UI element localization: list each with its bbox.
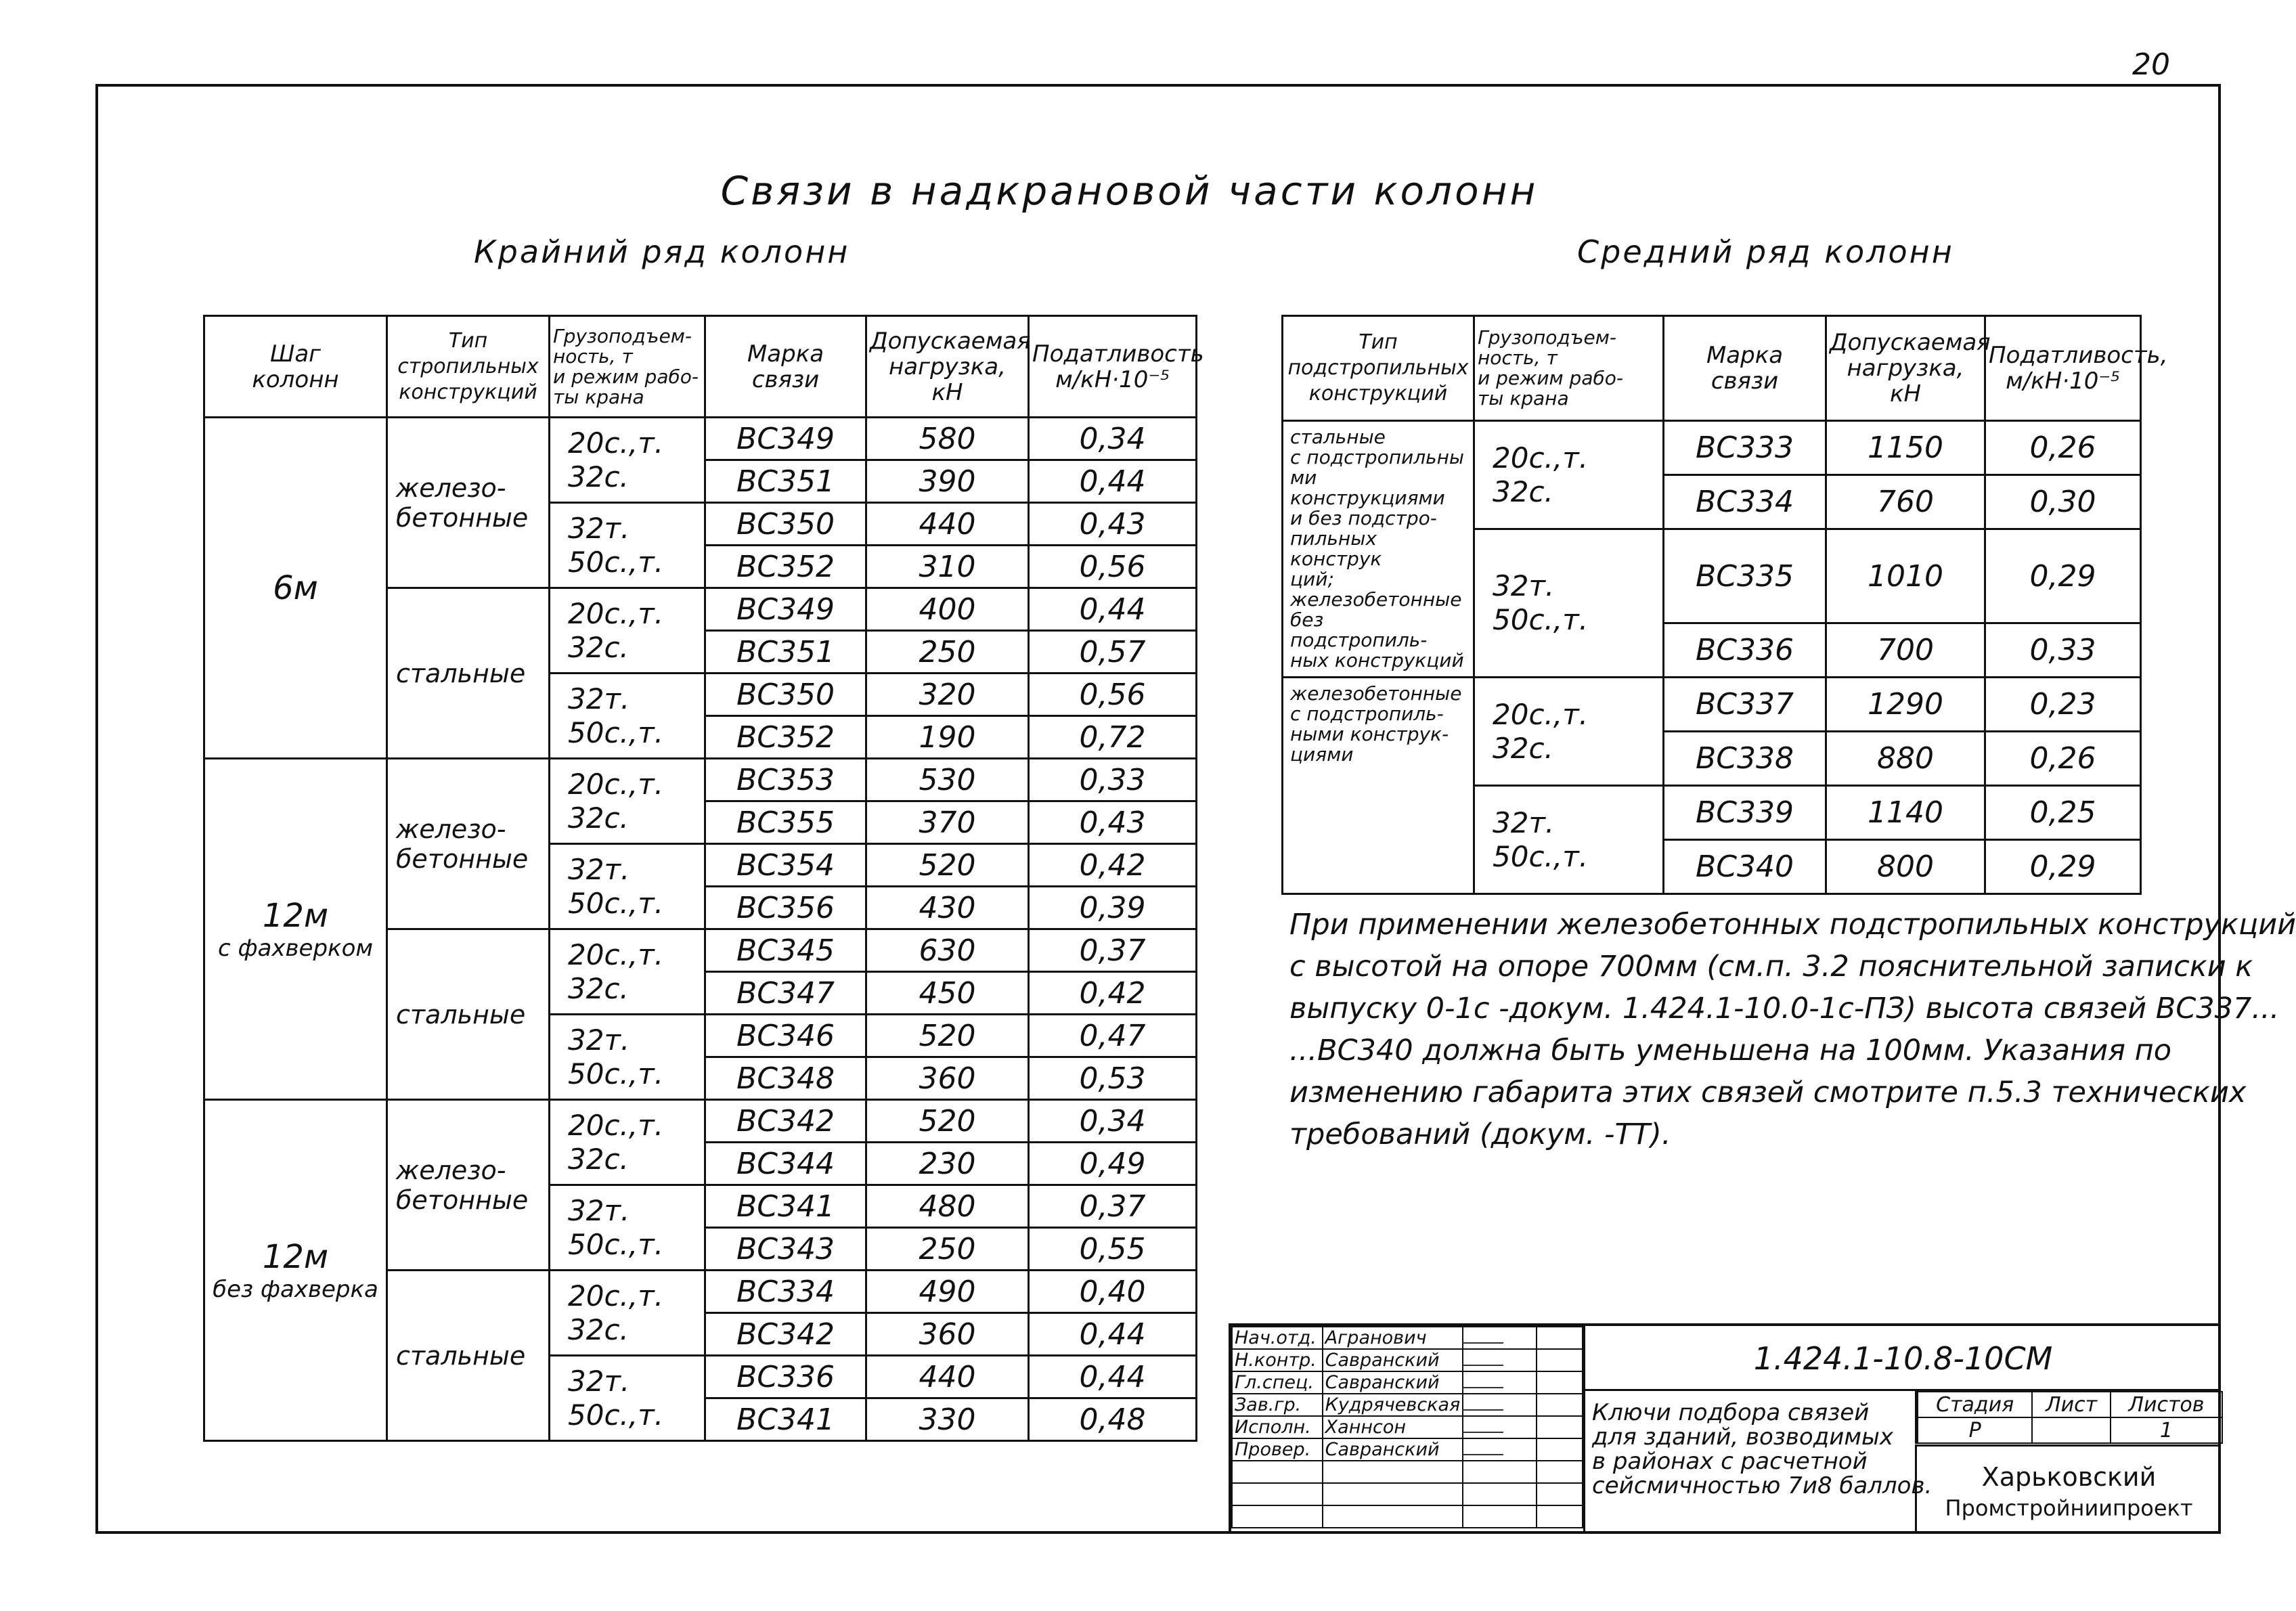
person-name: Кудрячевская	[1323, 1394, 1463, 1416]
crane-capacity: 32т. 50с.,т.	[550, 1185, 705, 1271]
brace-mark: ВС351	[705, 631, 866, 674]
empty-cell	[1232, 1461, 1323, 1483]
header-step: Шаг колонн	[204, 316, 387, 418]
allowed-load: 390	[866, 460, 1029, 503]
note-line: изменению габарита этих связей смотрите п.5.3 технических	[1289, 1076, 2247, 1109]
role: Провер.	[1232, 1438, 1323, 1461]
brace-mark: ВС350	[705, 674, 866, 716]
construction-type: стальные с подстропильны ми конструкциями и без подстро- пильных конструк ций; железобетонные без подстропиль- ных конструкций	[1283, 421, 1474, 678]
sheets-label: Листов	[2111, 1392, 2222, 1417]
brace-mark: ВС344	[705, 1143, 866, 1185]
pliability: 0,47	[1029, 1015, 1197, 1057]
pliability: 0,42	[1029, 844, 1197, 887]
pliability: 0,26	[1985, 732, 2141, 786]
signature-row	[1232, 1483, 1583, 1505]
allowed-load: 1150	[1826, 421, 1985, 475]
sheet-label: Лист	[2032, 1392, 2111, 1417]
pliability: 0,40	[1029, 1271, 1197, 1313]
crane-capacity: 20с.,т. 32с.	[550, 1100, 705, 1185]
note-line: с высотой на опоре 700мм (см.п. 3.2 пояснительной записки к	[1289, 950, 2253, 984]
pliability: 0,44	[1029, 588, 1197, 631]
header-load: Допускаемая нагрузка, кН	[866, 316, 1029, 418]
construction-type: железо- бетонные	[387, 1100, 550, 1271]
crane-capacity: 32т. 50с.,т.	[550, 844, 705, 929]
signature	[1463, 1438, 1537, 1461]
signature-mark	[1463, 1417, 1509, 1433]
allowed-load: 400	[866, 588, 1029, 631]
person-name: Савранский	[1323, 1349, 1463, 1371]
allowed-load: 250	[866, 1228, 1029, 1271]
allowed-load: 440	[866, 1356, 1029, 1398]
signature-row	[1232, 1416, 1583, 1438]
table-row	[1283, 678, 2141, 732]
allowed-load: 1010	[1826, 529, 1985, 623]
pliability: 0,39	[1029, 887, 1197, 929]
brace-mark: ВС351	[705, 460, 866, 503]
brace-mark: ВС355	[705, 801, 866, 844]
crane-capacity: 32т. 50с.,т.	[1474, 786, 1664, 894]
edge-row-table	[203, 315, 1204, 1442]
header-pliability: Податливость, м/кН·10⁻⁵	[1985, 316, 2141, 421]
person-name: Агранович	[1323, 1327, 1463, 1349]
pliability: 0,44	[1029, 460, 1197, 503]
header-load: Допускаемая нагрузка, кН	[1826, 316, 1985, 421]
empty-cell	[1323, 1461, 1463, 1483]
brace-mark: ВС342	[705, 1100, 866, 1143]
signature	[1463, 1371, 1537, 1394]
brace-mark: ВС356	[705, 887, 866, 929]
brace-mark: ВС337	[1664, 678, 1826, 732]
signature-row	[1232, 1461, 1583, 1483]
pliability: 0,57	[1029, 631, 1197, 674]
signature-row	[1232, 1394, 1583, 1416]
empty-cell	[1537, 1416, 1583, 1438]
role: Н.контр.	[1232, 1349, 1323, 1371]
left-block-subtitle: Крайний ряд колонн	[474, 234, 850, 270]
crane-capacity: 32т. 50с.,т.	[550, 1356, 705, 1441]
signature-mark	[1463, 1394, 1509, 1411]
signature-row	[1232, 1438, 1583, 1461]
crane-capacity: 20с.,т. 32с.	[1474, 421, 1664, 529]
header-capacity: Грузоподъем- ность, т и режим рабо- ты крана	[1474, 316, 1664, 421]
table-row	[204, 1100, 1197, 1143]
pliability: 0,23	[1985, 678, 2141, 732]
signatures-table	[1231, 1326, 1583, 1528]
allowed-load: 190	[866, 716, 1029, 759]
brace-mark: ВС350	[705, 503, 866, 546]
table-row	[204, 759, 1197, 801]
person-name: Ханнсон	[1323, 1416, 1463, 1438]
pliability: 0,43	[1029, 503, 1197, 546]
pliability: 0,56	[1029, 674, 1197, 716]
allowed-load: 580	[866, 418, 1029, 460]
brace-mark: ВС333	[1664, 421, 1826, 475]
note-line: выпуску 0-1с -докум. 1.424.1-10.0-1с-ПЗ) высота связей ВС337...	[1289, 992, 2280, 1025]
brace-mark: ВС348	[705, 1057, 866, 1100]
organization: Харьковский Промстройниипроект	[1915, 1444, 2221, 1534]
crane-capacity: 20с.,т. 32с.	[550, 588, 705, 674]
brace-mark: ВС338	[1664, 732, 1826, 786]
pliability: 0,55	[1029, 1228, 1197, 1271]
crane-capacity: 20с.,т. 32с.	[1474, 678, 1664, 786]
brace-mark: ВС353	[705, 759, 866, 801]
empty-cell	[1323, 1483, 1463, 1505]
step-note: с фахверком	[217, 934, 374, 962]
pliability: 0,44	[1029, 1356, 1197, 1398]
allowed-load: 1140	[1826, 786, 1985, 840]
allowed-load: 250	[866, 631, 1029, 674]
allowed-load: 1290	[1826, 678, 1985, 732]
signature	[1463, 1416, 1537, 1438]
empty-cell	[1232, 1505, 1323, 1528]
crane-capacity: 32т. 50с.,т.	[550, 1015, 705, 1100]
brace-mark: ВС347	[705, 972, 866, 1015]
brace-mark: ВС352	[705, 546, 866, 588]
allowed-load: 520	[866, 844, 1029, 887]
brace-mark: ВС354	[705, 844, 866, 887]
allowed-load: 450	[866, 972, 1029, 1015]
header-type: Тип стропильных конструкций	[387, 316, 550, 418]
crane-capacity: 20с.,т. 32с.	[550, 1271, 705, 1356]
note-line: ...ВС340 должна быть уменьшена на 100мм. Указания по	[1289, 1034, 2172, 1067]
note-line: требований (докум. -ТТ).	[1289, 1118, 1671, 1151]
empty-cell	[1323, 1505, 1463, 1528]
empty-cell	[1537, 1438, 1583, 1461]
document-code: 1.424.1-10.8-10СМ	[1583, 1326, 2221, 1391]
note-text	[1289, 904, 2296, 1155]
allowed-load: 430	[866, 887, 1029, 929]
empty-cell	[1537, 1349, 1583, 1371]
crane-capacity: 32т. 50с.,т.	[1474, 529, 1664, 678]
signature-row	[1232, 1505, 1583, 1528]
allowed-load: 360	[866, 1313, 1029, 1356]
pliability: 0,72	[1029, 716, 1197, 759]
header-capacity: Грузоподъем- ность, т и режим рабо- ты крана	[550, 316, 705, 418]
brace-mark: ВС346	[705, 1015, 866, 1057]
allowed-load: 760	[1826, 475, 1985, 529]
construction-type: железо- бетонные	[387, 759, 550, 929]
crane-capacity: 32т. 50с.,т.	[550, 674, 705, 759]
brace-mark: ВС342	[705, 1313, 866, 1356]
allowed-load: 330	[866, 1398, 1029, 1441]
pliability: 0,42	[1029, 972, 1197, 1015]
header-mark: Марка связи	[1664, 316, 1826, 421]
signature	[1463, 1327, 1537, 1349]
person-name: Савранский	[1323, 1371, 1463, 1394]
allowed-load: 630	[866, 929, 1029, 972]
middle-row-table	[1281, 315, 2168, 895]
pliability: 0,48	[1029, 1398, 1197, 1441]
allowed-load: 370	[866, 801, 1029, 844]
document-title: Ключи подбора связей для зданий, возводимых в районах с расчетной сейсмичностью 7и8 баллов.	[1583, 1391, 1915, 1534]
pliability: 0,56	[1029, 546, 1197, 588]
allowed-load: 520	[866, 1100, 1029, 1143]
signature-mark	[1463, 1372, 1509, 1388]
note-line: При применении железобетонных подстропильных конструкций	[1289, 908, 2296, 942]
sheet-value	[2032, 1417, 2111, 1443]
signature	[1463, 1349, 1537, 1371]
table-row	[204, 418, 1197, 460]
brace-mark: ВС341	[705, 1398, 866, 1441]
allowed-load: 360	[866, 1057, 1029, 1100]
construction-type: стальные	[387, 588, 550, 759]
allowed-load: 320	[866, 674, 1029, 716]
brace-mark: ВС340	[1664, 840, 1826, 894]
pliability: 0,53	[1029, 1057, 1197, 1100]
empty-cell	[1463, 1505, 1537, 1528]
signature-row	[1232, 1327, 1583, 1349]
brace-mark: ВС345	[705, 929, 866, 972]
brace-mark: ВС349	[705, 418, 866, 460]
person-name: Савранский	[1323, 1438, 1463, 1461]
brace-mark: ВС335	[1664, 529, 1826, 623]
crane-capacity: 20с.,т. 32с.	[550, 929, 705, 1015]
page-title: Связи в надкрановой части колонн	[720, 168, 1539, 214]
pliability: 0,43	[1029, 801, 1197, 844]
empty-cell	[1463, 1461, 1537, 1483]
stage-value: Р	[1918, 1417, 2032, 1443]
pliability: 0,29	[1985, 529, 2141, 623]
allowed-load: 310	[866, 546, 1029, 588]
signature-row	[1232, 1349, 1583, 1371]
role: Исполн.	[1232, 1416, 1323, 1438]
allowed-load: 700	[1826, 623, 1985, 678]
crane-capacity: 20с.,т. 32с.	[550, 759, 705, 844]
role: Зав.гр.	[1232, 1394, 1323, 1416]
brace-mark: ВС334	[1664, 475, 1826, 529]
signature-row	[1232, 1371, 1583, 1394]
pliability: 0,33	[1029, 759, 1197, 801]
brace-mark: ВС336	[1664, 623, 1826, 678]
construction-type: стальные	[387, 929, 550, 1100]
step-cell	[204, 418, 387, 759]
pliability: 0,29	[1985, 840, 2141, 894]
pliability: 0,34	[1029, 418, 1197, 460]
header-mark: Марка связи	[705, 316, 866, 418]
crane-capacity: 20с.,т. 32с.	[550, 418, 705, 503]
pliability: 0,44	[1029, 1313, 1197, 1356]
brace-mark: ВС334	[705, 1271, 866, 1313]
title-block	[1229, 1323, 2221, 1534]
header-pliability: Податливость м/кН·10⁻⁵	[1029, 316, 1197, 418]
step-label: 12м	[262, 1237, 329, 1276]
brace-mark: ВС352	[705, 716, 866, 759]
empty-cell	[1537, 1394, 1583, 1416]
table-row	[1283, 421, 2141, 475]
step-cell	[204, 759, 387, 1100]
step-label: 12м	[262, 896, 329, 935]
pliability: 0,25	[1985, 786, 2141, 840]
step-label: 6м	[273, 569, 318, 607]
construction-type: железо- бетонные	[387, 418, 550, 588]
page-number: 20	[2132, 47, 2170, 82]
pliability: 0,30	[1985, 475, 2141, 529]
brace-mark: ВС339	[1664, 786, 1826, 840]
pliability: 0,26	[1985, 421, 2141, 475]
stage-table	[1915, 1391, 2223, 1444]
empty-cell	[1537, 1483, 1583, 1505]
pliability: 0,34	[1029, 1100, 1197, 1143]
signature-mark	[1463, 1327, 1509, 1344]
signature-mark	[1463, 1350, 1509, 1366]
empty-cell	[1537, 1327, 1583, 1349]
allowed-load: 880	[1826, 732, 1985, 786]
allowed-load: 520	[866, 1015, 1029, 1057]
step-note: без фахверка	[213, 1275, 378, 1303]
allowed-load: 440	[866, 503, 1029, 546]
signature	[1463, 1394, 1537, 1416]
empty-cell	[1232, 1483, 1323, 1505]
right-block-subtitle: Средний ряд колонн	[1577, 234, 1954, 270]
allowed-load: 490	[866, 1271, 1029, 1313]
construction-type: стальные	[387, 1271, 550, 1441]
crane-capacity: 32т. 50с.,т.	[550, 503, 705, 588]
role: Гл.спец.	[1232, 1371, 1323, 1394]
pliability: 0,33	[1985, 623, 2141, 678]
pliability: 0,49	[1029, 1143, 1197, 1185]
pliability: 0,37	[1029, 929, 1197, 972]
allowed-load: 230	[866, 1143, 1029, 1185]
allowed-load: 800	[1826, 840, 1985, 894]
brace-mark: ВС341	[705, 1185, 866, 1228]
pliability: 0,37	[1029, 1185, 1197, 1228]
empty-cell	[1537, 1461, 1583, 1483]
sheets-value: 1	[2111, 1417, 2222, 1443]
stage-label: Стадия	[1918, 1392, 2032, 1417]
empty-cell	[1537, 1371, 1583, 1394]
role: Нач.отд.	[1232, 1327, 1323, 1349]
brace-mark: ВС343	[705, 1228, 866, 1271]
allowed-load: 480	[866, 1185, 1029, 1228]
empty-cell	[1537, 1505, 1583, 1528]
step-cell	[204, 1100, 387, 1441]
construction-type: железобетонные с подстропиль- ными конструк- циями	[1283, 678, 1474, 894]
signature-mark	[1463, 1439, 1509, 1455]
brace-mark: ВС336	[705, 1356, 866, 1398]
brace-mark: ВС349	[705, 588, 866, 631]
empty-cell	[1463, 1483, 1537, 1505]
allowed-load: 530	[866, 759, 1029, 801]
header-type: Тип подстропильных конструкций	[1283, 316, 1474, 421]
